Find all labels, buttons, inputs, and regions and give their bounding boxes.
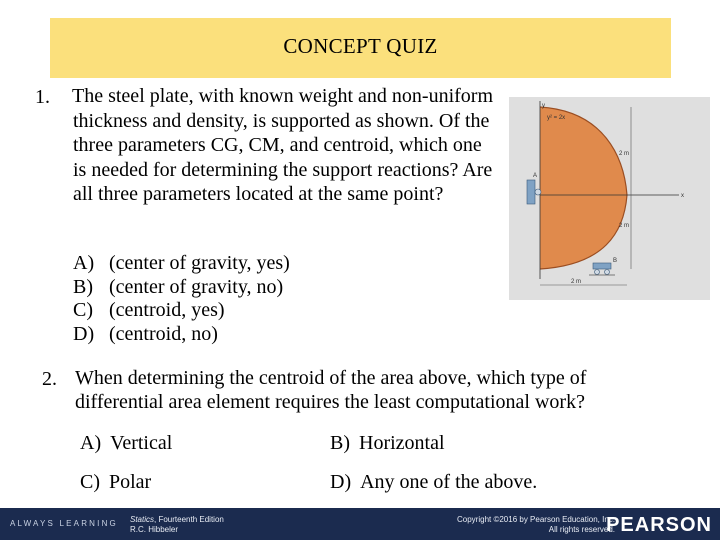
- option-letter: A): [73, 252, 95, 274]
- rights-text: All rights reserved.: [548, 525, 615, 534]
- q2-option-c[interactable]: [80, 471, 151, 494]
- option-letter: D): [330, 471, 352, 493]
- footer-copyright: [457, 515, 615, 535]
- option-letter: D): [73, 322, 95, 345]
- q1-option-c[interactable]: [73, 299, 290, 323]
- option-letter: B): [330, 432, 350, 454]
- point-a-label: A: [533, 173, 538, 179]
- copyright-text: Copyright ©2016 by Pearson Education, Inc.: [457, 515, 615, 524]
- width-dimension-label: 2 m: [571, 279, 582, 285]
- footer-brand: ALWAYS LEARNING: [10, 519, 118, 528]
- book-author: R.C. Hibbeler: [130, 525, 179, 534]
- roller-support-b: [593, 263, 611, 269]
- option-letter: A): [80, 432, 102, 454]
- title-bar: [50, 18, 671, 78]
- book-title: Statics: [130, 515, 155, 524]
- option-text: (centroid, yes): [109, 299, 225, 321]
- option-letter: C): [73, 299, 93, 321]
- option-text: Any one of the above.: [360, 471, 538, 493]
- question-1-number: 1.: [35, 86, 50, 108]
- pin-a-circle: [535, 189, 541, 195]
- roller-b-wheel-2: [605, 270, 610, 275]
- pearson-logo: PEARSON: [606, 514, 712, 536]
- q2-option-b[interactable]: [330, 432, 445, 455]
- question-1-text: The steel plate, with known weight and non-uniform thickness and density, is supported as shown. Of the three parameters CG, CM, and centroid, which one is needed for determining the support reactions? Are all three parameters located at the same point?: [72, 85, 494, 205]
- question-2-number: 2.: [42, 368, 57, 390]
- option-text: (center of gravity, yes): [109, 252, 290, 274]
- option-text: Vertical: [110, 432, 173, 454]
- option-text: (centroid, no): [109, 322, 218, 345]
- footer-bar: [0, 508, 720, 540]
- book-edition: , Fourteenth Edition: [154, 515, 224, 524]
- q1-option-d[interactable]: [73, 323, 290, 347]
- footer-book-info: [130, 515, 224, 535]
- point-b-label: B: [613, 258, 618, 264]
- option-letter: B): [73, 275, 93, 298]
- option-text: (center of gravity, no): [109, 275, 284, 298]
- top-dimension-label: 2 m: [619, 151, 630, 157]
- option-text: Polar: [109, 471, 152, 493]
- roller-b-wheel-1: [595, 270, 600, 275]
- option-letter: C): [80, 471, 100, 493]
- question-2-text: When determining the centroid of the area above, which type of differential area element requires the least computational work?: [75, 367, 587, 413]
- q2-option-d[interactable]: [330, 471, 537, 494]
- q2-option-a[interactable]: [80, 432, 172, 455]
- y-axis-label: y: [542, 103, 545, 109]
- question-1-options: [73, 252, 290, 346]
- pin-support-a: [527, 180, 535, 204]
- equation-label: y² = 2x: [547, 115, 566, 121]
- q1-option-b[interactable]: [73, 276, 290, 300]
- option-text: Horizontal: [359, 432, 445, 454]
- bottom-dimension-label: 2 m: [619, 223, 630, 229]
- x-axis-label: x: [681, 193, 684, 199]
- page-title: CONCEPT QUIZ: [283, 33, 438, 58]
- steel-plate-figure: [509, 97, 710, 300]
- q1-option-a[interactable]: [73, 252, 290, 276]
